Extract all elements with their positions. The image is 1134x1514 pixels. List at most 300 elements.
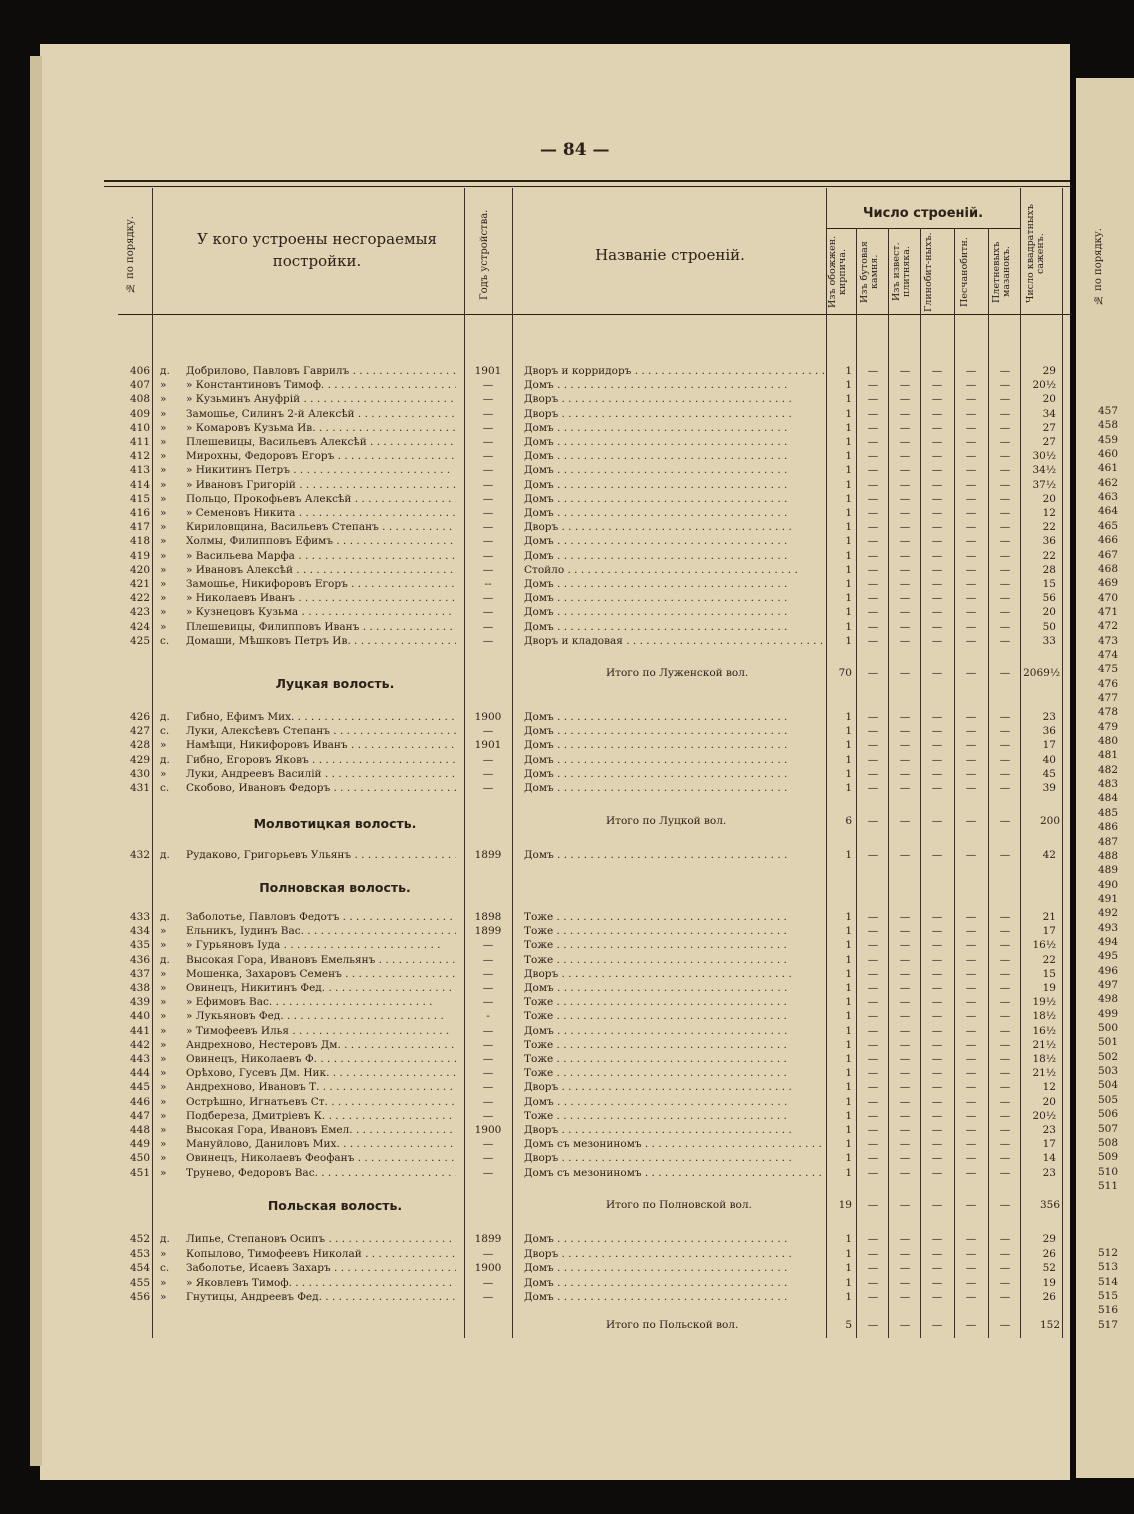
count-dash: — xyxy=(999,1124,1011,1136)
count-dash: — xyxy=(867,711,879,723)
place-prefix: с. xyxy=(160,634,170,647)
year: — xyxy=(482,1247,494,1260)
building-name: Домъ . . . xyxy=(524,492,824,506)
section-title: Польская волость. xyxy=(267,1198,403,1213)
year: — xyxy=(482,1138,494,1151)
count-dash: — xyxy=(867,815,879,827)
right-row-number: 513 xyxy=(1097,1261,1118,1274)
right-row-number: 467 xyxy=(1097,548,1118,561)
count-dash: — xyxy=(965,667,977,679)
row-number: 413 xyxy=(129,464,150,477)
count-brick: 1 xyxy=(845,1109,852,1122)
count-dash: — xyxy=(867,911,879,923)
count-dash: — xyxy=(931,1319,943,1331)
row-number: 456 xyxy=(129,1291,150,1304)
owner-name: Андрехново, Нестеровъ Дм. . . . xyxy=(186,1038,456,1052)
year: — xyxy=(482,521,494,534)
count-dash: — xyxy=(965,925,977,938)
place-prefix: д. xyxy=(160,365,170,377)
building-name: Домъ . . . xyxy=(524,591,824,605)
count-dash: — xyxy=(999,753,1011,766)
row-number: 421 xyxy=(129,578,150,590)
count-dash: — xyxy=(867,782,879,794)
count-dash: — xyxy=(867,739,879,752)
owner-name: Луки, Алексѣевъ Степанъ . . . xyxy=(186,724,456,738)
count-dash: — xyxy=(899,711,911,723)
place-prefix: с. xyxy=(160,782,170,794)
owner-name: » Ивановъ Алексѣй . . . xyxy=(186,563,456,577)
count-brick: 1 xyxy=(845,492,852,505)
square-sazhen: 23 xyxy=(1042,1166,1056,1179)
row-number: 446 xyxy=(129,1095,150,1108)
count-dash: — xyxy=(931,592,943,605)
top-rule xyxy=(104,180,1070,182)
year: — xyxy=(482,767,494,780)
place-prefix: » xyxy=(160,592,167,605)
year: 1898 xyxy=(474,911,502,923)
row-number: 452 xyxy=(129,1233,150,1245)
count-dash: — xyxy=(867,996,879,1009)
count-dash: — xyxy=(899,478,911,491)
table-row xyxy=(0,1123,1070,1137)
table-row xyxy=(0,1151,1070,1165)
building-name: Тоже . . . xyxy=(524,1109,824,1123)
building-name: Домъ . . . xyxy=(524,848,824,862)
header-wattle: Плетневыхъ мазанокъ. xyxy=(991,241,1012,303)
right-row-number: 494 xyxy=(1097,935,1118,948)
right-row-number: 499 xyxy=(1097,1007,1118,1020)
count-dash: — xyxy=(867,450,879,463)
count-dash: — xyxy=(867,365,879,377)
table-row xyxy=(0,520,1070,534)
building-name: Домъ . . . xyxy=(524,478,824,492)
owner-name: Высокая Гора, Ивановъ Емел. . . . xyxy=(186,1123,456,1137)
square-sazhen: 45 xyxy=(1042,767,1056,780)
place-prefix: с. xyxy=(160,1262,170,1275)
count-dash: — xyxy=(867,421,879,434)
building-name: Домъ . . . xyxy=(524,605,824,619)
place-prefix: » xyxy=(160,507,167,519)
count-dash: — xyxy=(867,464,879,477)
table-row xyxy=(0,767,1070,781)
header-rule xyxy=(118,314,1070,315)
count-dash: — xyxy=(867,1109,879,1122)
row-number: 435 xyxy=(129,939,150,952)
table-row xyxy=(0,1137,1070,1151)
year: — xyxy=(482,507,494,519)
square-sazhen: 42 xyxy=(1042,849,1056,861)
header-building: Названіе строеній. xyxy=(595,246,745,264)
count-dash: — xyxy=(999,521,1011,534)
place-prefix: » xyxy=(160,1038,167,1051)
row-number: 455 xyxy=(129,1276,150,1289)
count-dash: — xyxy=(965,1138,977,1151)
table-row xyxy=(0,1261,1070,1275)
owner-name: Плешевицы, Филипповъ Иванъ . . . xyxy=(186,620,456,634)
count-brick: 1 xyxy=(845,535,852,548)
table-row xyxy=(0,848,1070,862)
building-name: Домъ . . . xyxy=(524,753,824,767)
owner-name: » Кузнецовъ Кузьма . . . xyxy=(186,605,456,619)
count-dash: — xyxy=(931,365,943,377)
owner-name: Высокая Гора, Ивановъ Емельянъ . . . xyxy=(186,953,456,967)
place-prefix: » xyxy=(160,1024,167,1037)
count-dash: — xyxy=(931,1138,943,1151)
year: — xyxy=(482,753,494,766)
building-name: Домъ . . . xyxy=(524,738,824,752)
place-prefix: » xyxy=(160,996,167,1009)
table-row xyxy=(0,1066,1070,1080)
table-row xyxy=(0,1166,1070,1180)
count-dash: — xyxy=(999,1138,1011,1151)
year: 1899 xyxy=(474,1233,502,1245)
count-dash: — xyxy=(867,1038,879,1051)
owner-name: Домаши, Мѣшковъ Петръ Ив. . . . xyxy=(186,634,456,648)
count-dash: — xyxy=(899,1095,911,1108)
count-dash: — xyxy=(899,563,911,576)
right-row-number: 506 xyxy=(1097,1108,1118,1121)
owner-name: Гнутицы, Андреевъ Фед. . . . xyxy=(186,1290,456,1304)
row-number: 411 xyxy=(129,436,150,448)
count-brick: 1 xyxy=(845,421,852,434)
count-dash: — xyxy=(867,578,879,590)
header-brick: Изъ обожжен. кирпича. xyxy=(827,235,848,309)
table-row xyxy=(0,910,1070,924)
square-sazhen: 33 xyxy=(1042,634,1056,647)
building-name: Домъ . . . xyxy=(524,781,824,795)
count-dash: — xyxy=(899,1124,911,1136)
square-sazhen: 12 xyxy=(1042,1081,1056,1094)
count-brick: 1 xyxy=(845,739,852,752)
building-name: Домъ . . . xyxy=(524,1276,824,1290)
square-sazhen: 30½ xyxy=(1032,450,1056,463)
count-dash: — xyxy=(999,925,1011,938)
place-prefix: д. xyxy=(160,1233,170,1245)
building-name: Дворъ . . . xyxy=(524,407,824,421)
count-dash: — xyxy=(931,450,943,463)
building-name: Домъ . . . xyxy=(524,577,824,591)
place-prefix: » xyxy=(160,492,167,505)
owner-name: Трунево, Федоровъ Вас. . . . xyxy=(186,1166,456,1180)
square-sazhen: 19 xyxy=(1042,982,1056,994)
table-row xyxy=(0,1024,1070,1038)
table-row xyxy=(0,463,1070,477)
count-dash: — xyxy=(899,521,911,534)
place-prefix: » xyxy=(160,549,167,562)
table-row xyxy=(0,1009,1070,1023)
year: — xyxy=(482,1109,494,1122)
row-number: 426 xyxy=(129,711,150,723)
count-dash: — xyxy=(965,711,977,723)
count-dash: — xyxy=(899,450,911,463)
count-brick: 1 xyxy=(845,393,852,406)
right-row-number: 463 xyxy=(1097,491,1118,504)
count-dash: — xyxy=(867,1053,879,1065)
count-brick: 1 xyxy=(845,407,852,420)
count-dash: — xyxy=(931,925,943,938)
square-sazhen: 26 xyxy=(1042,1247,1056,1260)
table-row xyxy=(0,449,1070,463)
count-dash: — xyxy=(899,1010,911,1023)
count-dash: — xyxy=(999,667,1011,679)
table-row xyxy=(0,492,1070,506)
right-row-number: 484 xyxy=(1097,792,1118,805)
count-dash: — xyxy=(899,421,911,434)
year: — xyxy=(482,634,494,647)
count-dash: — xyxy=(899,1262,911,1275)
square-sazhen: 22 xyxy=(1042,953,1056,966)
count-dash: — xyxy=(867,492,879,505)
count-dash: — xyxy=(999,982,1011,994)
year: — xyxy=(482,1095,494,1108)
year: — xyxy=(482,492,494,505)
count-dash: — xyxy=(965,911,977,923)
building-name: Тоже . . . xyxy=(524,924,824,938)
count-dash: — xyxy=(965,1233,977,1245)
year: — xyxy=(482,549,494,562)
total-count: 70 xyxy=(838,667,852,679)
table-row xyxy=(0,738,1070,752)
count-dash: — xyxy=(965,521,977,534)
count-dash: — xyxy=(867,767,879,780)
header-right-no: № по порядку. xyxy=(1093,228,1104,306)
count-dash: — xyxy=(931,421,943,434)
count-dash: — xyxy=(899,1138,911,1151)
place-prefix: » xyxy=(160,1124,167,1136)
square-sazhen: 17 xyxy=(1042,1138,1056,1151)
table-row xyxy=(0,967,1070,981)
header-year: Годъ устройства. xyxy=(479,209,490,301)
right-row-number: 472 xyxy=(1097,620,1118,633)
count-dash: — xyxy=(867,634,879,647)
owner-name: Овинецъ, Никитинъ Фед. . . . xyxy=(186,981,456,995)
count-dash: — xyxy=(899,549,911,562)
place-prefix: с. xyxy=(160,725,170,738)
count-dash: — xyxy=(867,939,879,952)
count-dash: — xyxy=(867,1138,879,1151)
count-dash: — xyxy=(999,1152,1011,1165)
square-sazhen: 20½ xyxy=(1032,379,1056,392)
place-prefix: » xyxy=(160,1247,167,1260)
year: — xyxy=(482,939,494,952)
count-dash: — xyxy=(999,1166,1011,1179)
count-dash: — xyxy=(999,592,1011,605)
count-dash: — xyxy=(899,492,911,505)
right-row-number: 474 xyxy=(1097,648,1118,661)
square-sazhen: 29 xyxy=(1042,365,1056,377)
year: — xyxy=(482,620,494,633)
right-row-number: 479 xyxy=(1097,720,1118,733)
table-row xyxy=(0,938,1070,952)
table-row xyxy=(0,981,1070,995)
row-number: 454 xyxy=(129,1262,150,1275)
count-brick: 1 xyxy=(845,634,852,647)
right-row-number: 457 xyxy=(1097,405,1118,417)
row-number: 407 xyxy=(129,379,150,392)
count-dash: — xyxy=(899,1024,911,1037)
count-dash: — xyxy=(867,592,879,605)
count-brick: 1 xyxy=(845,1038,852,1051)
building-name: Домъ . . . xyxy=(524,1095,824,1109)
place-prefix: » xyxy=(160,464,167,477)
count-dash: — xyxy=(931,1010,943,1023)
owner-name: Овинецъ, Николаевъ Ф. . . . xyxy=(186,1052,456,1066)
row-number: 429 xyxy=(129,753,150,766)
table-row xyxy=(0,710,1070,724)
right-row-number: 500 xyxy=(1097,1022,1118,1035)
square-sazhen: 50 xyxy=(1042,620,1056,633)
owner-name: » Лукьяновъ Фед. . . . xyxy=(186,1009,456,1023)
right-row-number: 458 xyxy=(1097,419,1118,432)
count-dash: — xyxy=(999,1010,1011,1023)
row-number: 445 xyxy=(129,1081,150,1094)
count-brick: 1 xyxy=(845,996,852,1009)
right-row-number: 465 xyxy=(1097,519,1118,532)
row-number: 443 xyxy=(129,1053,150,1065)
place-prefix: » xyxy=(160,450,167,463)
count-dash: — xyxy=(899,436,911,448)
place-prefix: » xyxy=(160,1053,167,1065)
table-row xyxy=(0,1109,1070,1123)
count-dash: — xyxy=(999,1095,1011,1108)
count-dash: — xyxy=(965,1053,977,1065)
square-sazhen: 20½ xyxy=(1032,1109,1056,1122)
count-dash: — xyxy=(899,1038,911,1051)
count-dash: — xyxy=(965,563,977,576)
count-brick: 1 xyxy=(845,1152,852,1165)
building-name: Тоже . . . xyxy=(524,1052,824,1066)
year: - xyxy=(486,1010,490,1023)
count-dash: — xyxy=(931,436,943,448)
owner-name: Ельникъ, Іудинъ Вас. . . . xyxy=(186,924,456,938)
table-row xyxy=(0,435,1070,449)
year: — xyxy=(482,725,494,738)
year: — xyxy=(482,606,494,619)
count-dash: — xyxy=(999,725,1011,738)
row-number: 444 xyxy=(129,1067,150,1080)
count-dash: — xyxy=(931,563,943,576)
count-dash: — xyxy=(931,1262,943,1275)
count-dash: — xyxy=(999,1262,1011,1275)
count-dash: — xyxy=(999,549,1011,562)
header-clay: Глинобит-ныхъ. xyxy=(923,232,934,312)
right-row-number: 464 xyxy=(1097,505,1118,518)
count-dash: — xyxy=(999,620,1011,633)
count-dash: — xyxy=(999,849,1011,861)
count-dash: — xyxy=(931,549,943,562)
header-stone: Изъ бутовая камня. xyxy=(859,241,880,303)
count-dash: — xyxy=(965,1038,977,1051)
table-row xyxy=(0,506,1070,520)
count-brick: 1 xyxy=(845,782,852,794)
count-dash: — xyxy=(999,939,1011,952)
count-dash: — xyxy=(999,535,1011,548)
place-prefix: » xyxy=(160,407,167,420)
right-row-number: 511 xyxy=(1097,1179,1118,1192)
owner-name: Подбереза, Дмитріевъ К. . . . xyxy=(186,1109,456,1123)
table-row xyxy=(0,563,1070,577)
row-number: 415 xyxy=(129,492,150,505)
count-brick: 1 xyxy=(845,379,852,392)
count-dash: — xyxy=(899,782,911,794)
year: — xyxy=(482,982,494,994)
place-prefix: » xyxy=(160,1166,167,1179)
building-name: Домъ . . . xyxy=(524,449,824,463)
count-brick: 1 xyxy=(845,1053,852,1065)
count-dash: — xyxy=(999,379,1011,392)
year: 1901 xyxy=(474,365,502,377)
building-name: Домъ . . . xyxy=(524,463,824,477)
row-number: 431 xyxy=(129,782,150,794)
count-dash: — xyxy=(999,606,1011,619)
count-brick: 1 xyxy=(845,1166,852,1179)
place-prefix: » xyxy=(160,606,167,619)
count-dash: — xyxy=(899,407,911,420)
owner-name: Гибно, Ефимъ Мих. . . . xyxy=(186,710,456,724)
count-brick: 1 xyxy=(845,1291,852,1304)
place-prefix: » xyxy=(160,1109,167,1122)
count-dash: — xyxy=(867,379,879,392)
count-dash: — xyxy=(931,620,943,633)
count-brick: 1 xyxy=(845,507,852,519)
count-dash: — xyxy=(899,739,911,752)
count-dash: — xyxy=(899,393,911,406)
year: — xyxy=(482,1152,494,1165)
building-name: Тоже . . . xyxy=(524,995,824,1009)
right-row-number: 482 xyxy=(1097,763,1118,776)
row-number: 430 xyxy=(129,767,150,780)
place-prefix: д. xyxy=(160,953,170,966)
place-prefix: » xyxy=(160,1152,167,1165)
table-row xyxy=(0,995,1070,1009)
owner-name: Мошенка, Захаровъ Семенъ . . . xyxy=(186,967,456,981)
year: — xyxy=(482,1024,494,1037)
count-dash: — xyxy=(931,711,943,723)
right-row-number: 459 xyxy=(1097,433,1118,446)
row-number: 450 xyxy=(129,1152,150,1165)
count-dash: — xyxy=(931,725,943,738)
square-sazhen: 18½ xyxy=(1032,1053,1056,1065)
table-row xyxy=(0,407,1070,421)
owner-name: Орѣхово, Гусевъ Дм. Ник. . . . xyxy=(186,1066,456,1080)
right-row-number: 510 xyxy=(1097,1165,1118,1178)
count-dash: — xyxy=(965,436,977,448)
right-row-number: 471 xyxy=(1097,605,1118,618)
right-row-number: 461 xyxy=(1097,462,1118,475)
table-row xyxy=(0,549,1070,563)
count-dash: — xyxy=(999,782,1011,794)
square-sazhen: 37½ xyxy=(1032,478,1056,491)
count-brick: 1 xyxy=(845,1010,852,1023)
right-row-number: 492 xyxy=(1097,907,1118,920)
building-name: Дворъ . . . xyxy=(524,520,824,534)
right-row-number: 493 xyxy=(1097,921,1118,934)
place-prefix: » xyxy=(160,535,167,548)
total-count: 6 xyxy=(845,815,852,827)
building-name: Домъ . . . xyxy=(524,506,824,520)
count-dash: — xyxy=(999,1199,1011,1211)
count-dash: — xyxy=(999,815,1011,827)
place-prefix: » xyxy=(160,393,167,406)
year: 1899 xyxy=(474,849,502,861)
place-prefix: » xyxy=(160,521,167,534)
count-dash: — xyxy=(899,592,911,605)
count-dash: — xyxy=(931,1166,943,1179)
square-sazhen: 16½ xyxy=(1032,1024,1056,1037)
count-dash: — xyxy=(999,739,1011,752)
count-dash: — xyxy=(899,634,911,647)
row-number: 453 xyxy=(129,1247,150,1260)
